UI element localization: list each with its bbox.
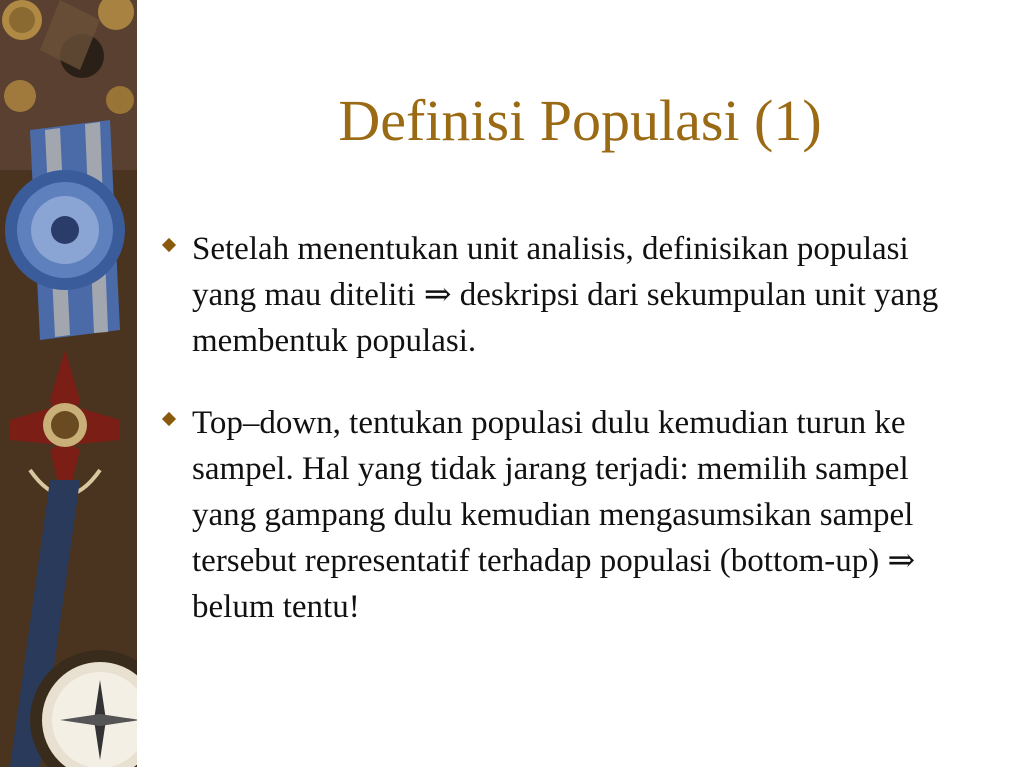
bullet-text: Setelah menentukan unit analisis, definisikan populasi yang mau diteliti ⇒ deskripsi dari sekumpulan unit yang membentuk populasi. [192, 231, 939, 359]
bullet-item [160, 400, 950, 630]
diamond-bullet-icon [162, 412, 176, 426]
bullet-text: Top–down, tentukan populasi dulu kemudian turun ke sampel. Hal yang tidak jarang terjadi: memilih sampel yang gampang dulu kemudian mengasumsikan sampel tersebut representatif terhadap populasi (bottom-up) ⇒ belum tentu! [192, 405, 916, 625]
medal-compass-collage-icon [0, 0, 137, 767]
bullet-list [160, 226, 950, 630]
bullet-item [160, 226, 950, 364]
diamond-bullet-icon [162, 238, 176, 252]
slide-title: Definisi Populasi (1) [338, 88, 822, 153]
